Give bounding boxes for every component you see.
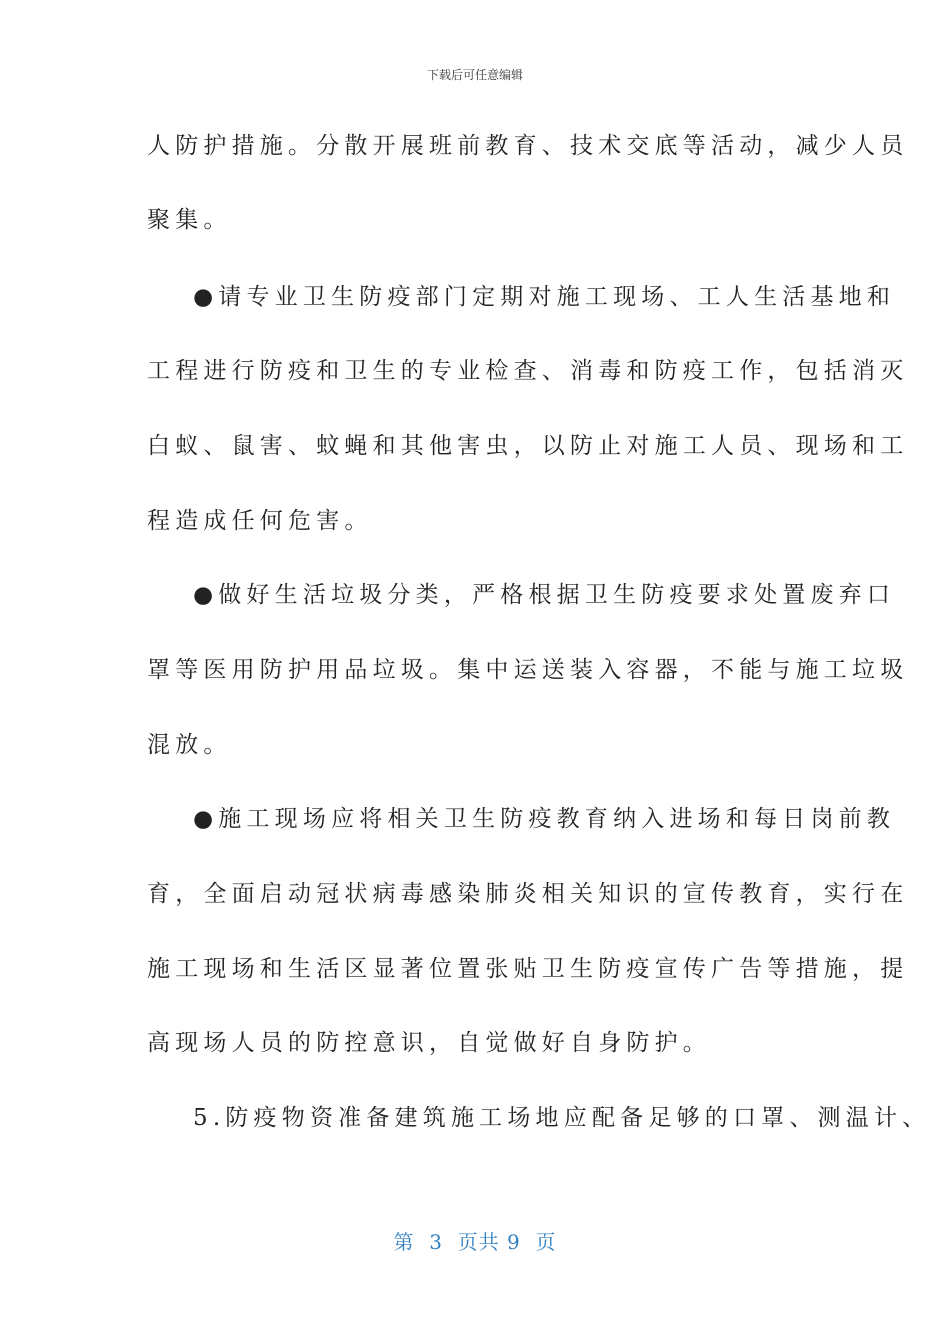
body-line: 高现场人员的防控意识，自觉做好自身防护。 <box>147 1030 711 1056</box>
bullet-paragraph-line: ●做好生活垃圾分类，严格根据卫生防疫要求处置废弃口 <box>193 582 896 608</box>
section-heading-line: 5.防疫物资准备建筑施工场地应配备足够的口罩、测温计、 <box>193 1105 931 1131</box>
page-number-footer: 第 3 页共 9 页 <box>393 1230 557 1254</box>
body-line: 程造成任何危害。 <box>147 508 373 534</box>
body-line: 聚集。 <box>147 207 232 233</box>
body-line: 施工现场和生活区显著位置张贴卫生防疫宣传广告等措施，提 <box>147 956 909 982</box>
body-line: 白蚁、鼠害、蚊蝇和其他害虫，以防止对施工人员、现场和工 <box>147 433 909 459</box>
body-line: 罩等医用防护用品垃圾。集中运送装入容器，不能与施工垃圾 <box>147 657 909 683</box>
body-line: 混放。 <box>147 732 232 758</box>
page-header-note: 下载后可任意编辑 <box>426 68 523 82</box>
body-line: 育，全面启动冠状病毒感染肺炎相关知识的宣传教育，实行在 <box>147 881 909 907</box>
body-line: 人防护措施。分散开展班前教育、技术交底等活动，减少人员 <box>147 133 909 159</box>
bullet-paragraph-line: ●施工现场应将相关卫生防疫教育纳入进场和每日岗前教 <box>193 806 896 832</box>
body-line: 工程进行防疫和卫生的专业检查、消毒和防疫工作，包括消灭 <box>147 358 909 384</box>
bullet-paragraph-line: ●请专业卫生防疫部门定期对施工现场、工人生活基地和 <box>193 284 896 310</box>
